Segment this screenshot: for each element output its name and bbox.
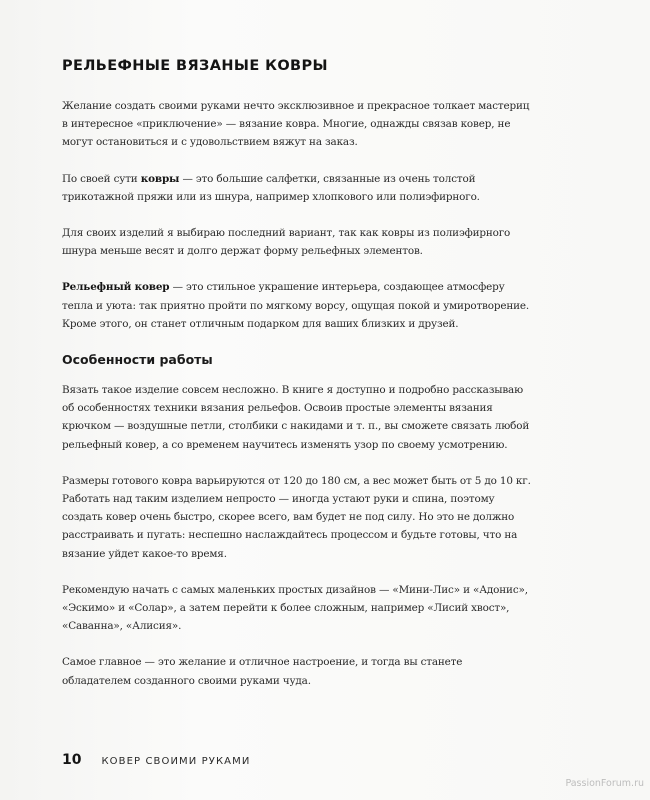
- page-title: РЕЛЬЕФНЫЕ ВЯЗАНЫЕ КОВРЫ: [62, 58, 328, 74]
- size-weight-paragraph: Размеры готового ковра варьируются от 120 до 180 см, а вес может быть от 5 до 10 кг. Работать над таким изделием непросто — иногда устают руки и спина, поэтому создать ковер очень быстро, скорее всего, вам будет не под силу. Но это не должно расстраивать и пугать: неспешно наслаждайтесь процессом и будьте готовы, что на вязание уйдет какое-то время.: [62, 474, 531, 560]
- running-title: КОВЕР СВОИМИ РУКАМИ: [101, 756, 251, 767]
- intro-paragraph: Желание создать своими руками нечто эксклюзивное и прекрасное толкает мастериц в интересное «приключение» — вязание ковра. Многие, однажды связав ковер, не могут остановиться и с удовольствием вяжут на заказ.: [62, 100, 530, 149]
- section-heading: Особенности работы: [62, 352, 213, 368]
- bold-term-carpets: ковры: [140, 172, 180, 185]
- page-number: 10: [62, 752, 82, 768]
- bold-term-relief-carpet: Рельефный ковер: [62, 281, 170, 294]
- technique-paragraph: Вязать такое изделие совсем несложно. В книге я доступно и подробно рассказываю об особенностях техники вязания рельефов. Освоив простые элементы вязания крючком — воздушные петли, столбики с накидами и т. п., вы сможете связать любой рельефный ковер, а со временем научитесь изменять узор по своему усмотрению.: [62, 384, 530, 451]
- designs-recommendation-paragraph: Рекомендую начать с самых маленьких простых дизайнов — «Мини-Лис» и «Адонис», «Эскимо» и «Солар», а затем перейти к более сложным, например «Лисий хвост», «Саванна», «Алисия».: [62, 583, 528, 633]
- paragraph-text: По своей сути: [62, 172, 141, 185]
- site-watermark: PassionForum.ru: [565, 778, 644, 789]
- carpets-definition-paragraph: [62, 170, 532, 206]
- material-choice-paragraph: Для своих изделий я выбираю последний вариант, так как ковры из полиэфирного шнура меньше весят и долго держат форму рельефных элементов.: [62, 227, 511, 258]
- paragraph-text: — это стильное украшение интерьера, создающее атмосферу тепла и уюта: так приятно пройти по мягкому ворсу, ощущая покой и умиротворение. Кроме этого, он станет отличным подарком для ваших близких и друзей.: [62, 281, 530, 330]
- page-footer: [62, 752, 250, 768]
- page-content: [62, 56, 532, 708]
- paragraph-text: — это большие салфетки, связанные из очень толстой трикотажной пряжи или из шнура, например хлопкового или полиэфирного.: [62, 172, 480, 203]
- closing-paragraph: Самое главное — это желание и отличное настроение, и тогда вы станете обладателем созданного своими руками чуда.: [62, 656, 463, 687]
- relief-carpet-paragraph: [62, 278, 532, 333]
